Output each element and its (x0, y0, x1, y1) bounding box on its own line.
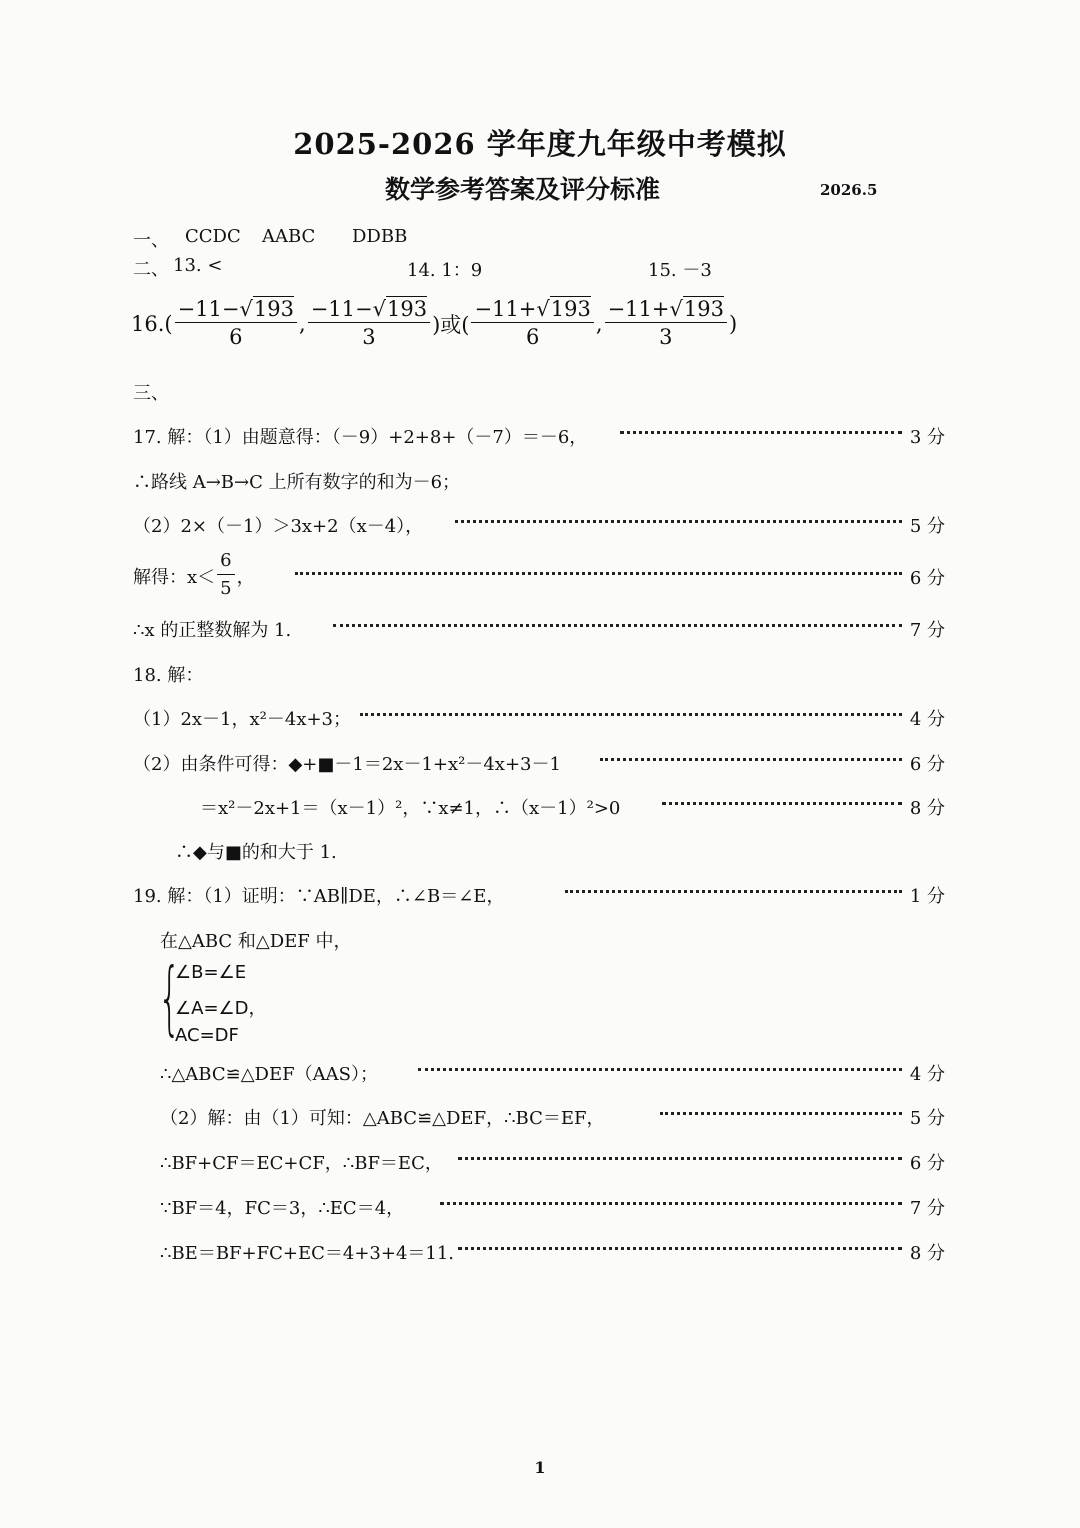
dot-leader (360, 713, 902, 716)
q19-score-7: 8 分 (909, 1243, 945, 1264)
q16-f2-num-a: −11− (310, 297, 373, 321)
left-brace-icon: { (158, 951, 181, 1044)
answer-q16: 16.( $\frac{-11-√193}{6}$ , $\frac{-11-√193}{3}$ )或( $\frac{-11+√193}{6}$ , $\frac{-11+√193}{3}$ ) (131, 297, 738, 349)
q16-fraction-4 (605, 296, 727, 351)
q16-f2-num-b: 193 (387, 297, 428, 321)
q16-f1-num-a: −11− (177, 297, 240, 321)
document-date: 2026.5 (820, 181, 878, 199)
q19-system-1: ∠B=∠E (175, 962, 247, 983)
page-subtitle: 数学参考答案及评分标准 (385, 175, 661, 204)
q16-f1-num-b: 193 (253, 297, 294, 321)
answer-group-3: DDBB (352, 226, 408, 247)
q19-system-3: AC=DF (175, 1025, 239, 1046)
dot-leader (333, 624, 902, 627)
q19-line-5: ∴BF+CF＝EC+CF，∴BF＝EC， (160, 1153, 443, 1174)
q18-line-1: （1）2x－1，x²－4x+3； (133, 709, 352, 730)
sqrt-icon: √ (669, 297, 683, 321)
q18-score-1: 4 分 (909, 709, 945, 730)
q16-f1-den: 6 (229, 325, 243, 349)
dot-leader (418, 1068, 902, 1071)
q18-score-3: 8 分 (909, 798, 945, 819)
page-number: 1 (534, 1458, 546, 1477)
answer-q14: 14. 1：9 (407, 260, 483, 281)
section2-label: 二、 (133, 259, 169, 280)
q18-line-3: ＝x²－2x+1＝（x－1）²，∵x≠1，∴（x－1）²>0 (200, 798, 621, 819)
section1-label: 一、 (133, 230, 169, 251)
q16-f2-den: 3 (362, 325, 376, 349)
dot-leader (620, 431, 902, 434)
q17-score-5: 7 分 (909, 620, 945, 641)
dot-leader (295, 572, 902, 575)
dot-leader (458, 1247, 902, 1250)
q17-score-3: 5 分 (909, 516, 945, 537)
q19-line-7: ∴BE＝BF+FC+EC＝4+3+4＝11. (160, 1243, 455, 1264)
q17-line-4 (133, 548, 255, 603)
q19-line-1: 19. 解：（1）证明：∵AB∥DE，∴∠B＝∠E， (133, 886, 505, 907)
q17-l4-suffix: ， (236, 566, 255, 588)
q17-line-5: ∴x 的正整数解为 1. (133, 620, 292, 641)
dot-leader (662, 802, 902, 805)
q17-frac-num: 6 (217, 548, 234, 575)
q18-score-2: 6 分 (909, 754, 945, 775)
q18-heading: 18. 解： (133, 665, 204, 686)
q16-f4-num-b: 193 (683, 297, 724, 321)
q19-score-6: 7 分 (909, 1198, 945, 1219)
dot-leader (458, 1157, 902, 1160)
q17-score-1: 3 分 (909, 427, 945, 448)
answer-q15: 15. －3 (648, 260, 712, 281)
q18-line-2: （2）由条件可得：◆+■－1＝2x－1+x²－4x+3－1 (133, 754, 561, 775)
q19-score-3: 4 分 (909, 1064, 945, 1085)
dot-leader (455, 520, 902, 523)
q16-f3-num-b: 193 (550, 297, 591, 321)
q19-system-2: ∠A=∠D， (175, 998, 267, 1019)
q16-fraction-2 (308, 296, 430, 351)
dot-leader (440, 1202, 902, 1205)
q17-frac-den: 5 (220, 578, 232, 599)
dot-leader (600, 758, 902, 761)
page-title: 2025-2026 学年度九年级中考模拟 (293, 127, 787, 161)
q18-line-4: ∴◆与■的和大于 1. (175, 842, 337, 863)
q19-score-1: 1 分 (909, 886, 945, 907)
q19-line-3: ∴△ABC≌△DEF（AAS）； (160, 1064, 378, 1085)
sqrt-icon: √ (239, 297, 253, 321)
q16-mid: )或( (432, 312, 470, 337)
sqrt-icon: √ (536, 297, 550, 321)
q16-fraction-1 (175, 296, 297, 351)
answer-group-2: AABC (262, 226, 316, 247)
dot-leader (660, 1112, 902, 1115)
q19-score-5: 6 分 (909, 1153, 945, 1174)
q16-f3-num-a: −11+ (474, 297, 537, 321)
q16-prefix: 16.( (131, 311, 173, 336)
q19-score-4: 5 分 (909, 1108, 945, 1129)
q17-line-2: ∴路线 A→B→C 上所有数字的和为－6； (133, 472, 461, 493)
q16-fraction-3 (471, 296, 593, 351)
q19-line-4: （2）解：由（1）可知：△ABC≌△DEF，∴BC＝EF， (160, 1108, 605, 1129)
section3-label: 三、 (133, 383, 169, 404)
dot-leader (565, 890, 902, 893)
q17-score-4: 6 分 (909, 568, 945, 589)
sqrt-icon: √ (372, 297, 386, 321)
q17-line-3: （2）2×（－1）＞3x+2（x－4）， (133, 516, 424, 537)
q16-f4-num-a: −11+ (607, 297, 670, 321)
q17-l4-prefix: 解得：x＜ (133, 566, 216, 588)
q19-line-6: ∵BF＝4，FC＝3，∴EC＝4， (160, 1198, 405, 1219)
answer-group-1: CCDC (185, 226, 241, 247)
q17-line-1: 17. 解：（1）由题意得：（－9）+2+8+（－7）＝－6， (133, 427, 588, 448)
q16-f4-den: 3 (659, 325, 673, 349)
q16-suffix: ) (728, 311, 738, 336)
q17-fraction (217, 548, 234, 603)
answer-q13: 13. < (173, 255, 223, 276)
q16-f3-den: 6 (526, 325, 540, 349)
q19-line-2: 在△ABC 和△DEF 中， (160, 931, 352, 952)
